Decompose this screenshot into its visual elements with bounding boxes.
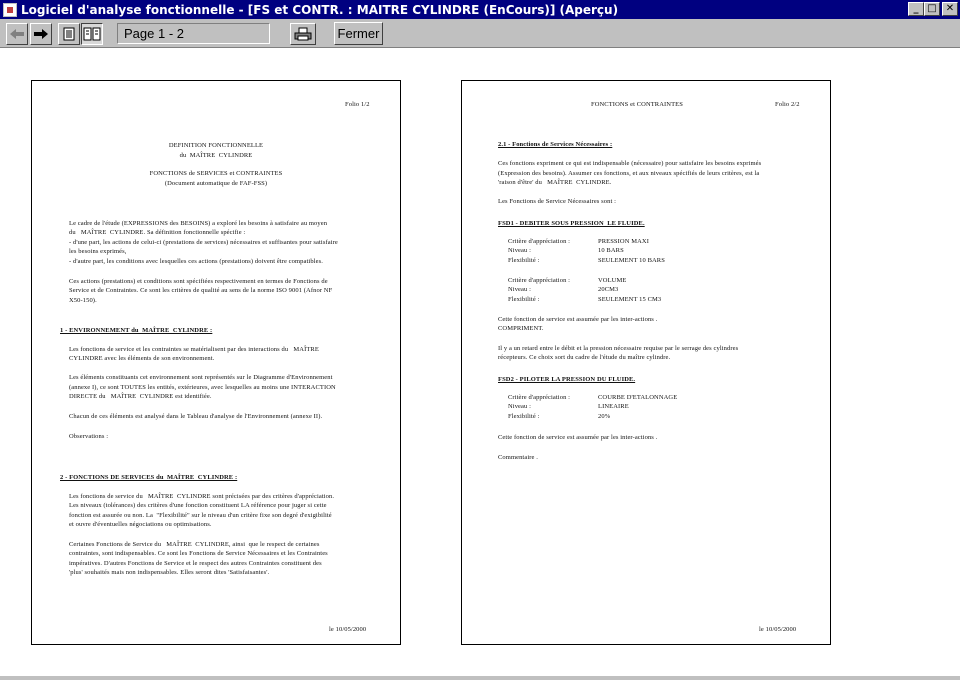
paragraph-line: (Expression des besoins). Assumer ces fonctions, et aux niveaux spécifiés de leurs critères, est la	[498, 170, 760, 177]
previous-page-button[interactable]	[6, 23, 28, 45]
paragraph-line: Le cadre de l'étude (EXPRESSIONS des BESOINS) a exploré les besoins à satisfaire au moyen	[69, 220, 328, 227]
doc-title: DEFINITION FONCTIONNELLE	[168, 142, 264, 149]
criterion-value: VOLUME	[598, 277, 627, 284]
app-icon[interactable]	[3, 3, 17, 17]
page-header: FONCTIONS et CONTRAINTES	[591, 101, 683, 108]
preview-toolbar	[0, 19, 960, 48]
paragraph-line: fonction est assurée ou non. La "Flexibilité" sur le niveau d'un critère fixe son degré d'exigibilité	[69, 512, 332, 519]
criterion-value: PRESSION MAXI	[598, 238, 649, 245]
paragraph-line: Il y a un retard entre le débit et la pression nécessaire requise par le serrage des cylindres	[498, 345, 739, 352]
criterion-value: LINEAIRE	[598, 403, 629, 410]
paragraph-line: 'raison d'être' du MAÎTRE CYLINDRE.	[498, 179, 612, 186]
criterion-value: 20CM3	[598, 286, 619, 293]
doc-note: (Document automatique de FAF-FSS)	[164, 180, 268, 187]
close-preview-button[interactable]: Fermer	[334, 22, 383, 45]
arrow-right-icon	[33, 28, 49, 40]
section-heading: 1 - ENVIRONNEMENT du MAÎTRE CYLINDRE :	[60, 327, 213, 334]
criterion-label: Critère d'appréciation :	[508, 394, 571, 401]
paragraph-line: 'plus' souhaités mais non indispensables. Elles seront dites 'Satisfaisantes'.	[69, 569, 270, 576]
criterion-value: SEULEMENT 15 CM3	[598, 296, 662, 303]
criterion-label: Flexibilité :	[508, 296, 540, 303]
criterion-label: Critère d'appréciation :	[508, 238, 571, 245]
paragraph-line: COMPRIMENT.	[498, 325, 544, 332]
paragraph-line: Cette fonction de service est assumée par les inter-actions .	[498, 434, 658, 441]
paragraph-line: Les Fonctions de Service Nécessaires sont :	[498, 198, 617, 205]
maximize-button[interactable]: □	[924, 2, 940, 16]
criterion-value: 20%	[598, 413, 611, 420]
criterion-label: Flexibilité :	[508, 257, 540, 264]
criterion-label: Flexibilité :	[508, 413, 540, 420]
paragraph-line: Les fonctions de service et les contraintes se matérialisent par des interactions du MAÎTRE	[69, 346, 319, 353]
paragraph-line: Commentaire .	[498, 454, 538, 461]
section-heading: 2 - FONCTIONS DE SERVICES du MAÎTRE CYLINDRE :	[60, 474, 238, 481]
paragraph-line: Les fonctions de service du MAÎTRE CYLINDRE sont précisées par des critères d'appréciation.	[69, 493, 335, 500]
doc-subtitle: du MAÎTRE CYLINDRE	[179, 152, 253, 159]
doc-heading: FONCTIONS de SERVICES et CONTRAINTES	[149, 170, 283, 177]
minimize-button[interactable]: _	[908, 2, 924, 16]
criterion-label: Niveau :	[508, 286, 532, 293]
single-page-icon	[62, 27, 76, 41]
folio: Folio 2/2	[775, 101, 800, 108]
paragraph-line: CYLINDRE avec les éléments de son environnement.	[69, 355, 215, 362]
bottom-edge	[0, 676, 960, 680]
paragraph-line: Les niveaux (tolérances) des critères d'une fonction constituent LA référence pour juger si cette	[69, 502, 327, 509]
paragraph-line: Chacun de ces éléments est analysé dans le Tableau d'analyse de l'Environnement (annexe II).	[69, 413, 323, 420]
criterion-value: 10 BARS	[598, 247, 624, 254]
paragraph-line: Service et de Contraintes. Ce sont les critères de qualité au sens de la norme ISO 9001 (Afnor NF	[69, 287, 333, 294]
paragraph-line: Certaines Fonctions de Service du MAÎTRE CYLINDRE, ainsi que le respect de certaines	[69, 541, 320, 548]
paragraph-line: du MAÎTRE CYLINDRE. Sa définition fonctionnelle spécifie :	[69, 229, 246, 236]
paragraph-line: Observations :	[69, 433, 109, 440]
paragraph-line: Ces actions (prestations) et conditions sont spécifiées respectivement en termes de Fonctions de	[69, 278, 328, 285]
printer-icon	[294, 27, 312, 41]
criterion-value: SEULEMENT 10 BARS	[598, 257, 665, 264]
function-heading: FSD1 - DEBITER SOUS PRESSION LE FLUIDE.	[498, 220, 645, 227]
folio: Folio 1/2	[345, 101, 370, 108]
paragraph-line: - d'une part, les actions de celui-ci (prestations de services) nécessaires et suffisantes pour satisfaire	[69, 239, 338, 246]
paragraph-line: et ouvre d'éventuelles négociations ou optimisations.	[69, 521, 212, 528]
two-page-icon	[83, 27, 101, 41]
title-bar	[0, 0, 960, 19]
paragraph-line: - d'autre part, les conditions avec lesquelles ces actions (prestations) doivent être compatibles.	[69, 258, 323, 265]
document-page-2	[461, 80, 831, 645]
criterion-label: Niveau :	[508, 403, 532, 410]
paragraph-line: (annexe I), ce sont TOUTES les entités, extérieures, avec lesquelles au moins une INTERACTION	[69, 384, 336, 391]
single-page-view-button[interactable]	[58, 23, 80, 45]
preview-area	[0, 49, 960, 680]
next-page-button[interactable]	[30, 23, 52, 45]
paragraph-line: DIRECTE du MAÎTRE CYLINDRE est identifiée.	[69, 393, 212, 400]
arrow-left-icon	[9, 28, 25, 40]
paragraph-line: Les éléments constituants cet environnement sont représentés sur le Diagramme d'Environnement	[69, 374, 333, 381]
criterion-label: Critère d'appréciation :	[508, 277, 571, 284]
criterion-value: COURBE D'ETALONNAGE	[598, 394, 678, 401]
paragraph-line: Cette fonction de service est assumée par les inter-actions .	[498, 316, 658, 323]
print-button[interactable]	[290, 23, 316, 45]
page-footer-date: le 10/05/2000	[329, 626, 367, 633]
paragraph-line: les besoins exprimés,	[69, 248, 127, 255]
paragraph-line: contraintes, sont indispensables. Ce sont les Fonctions de Service Nécessaires et les Contraintes	[69, 550, 328, 557]
paragraph-line: Ces fonctions expriment ce qui est indispensable (nécessaire) pour satisfaire les besoins exprimés	[498, 160, 762, 167]
document-page-1	[31, 80, 401, 645]
close-window-button[interactable]: ✕	[942, 2, 958, 16]
paragraph-line: impératives. D'autres Fonctions de Service et le respect des autres Contraintes constituent des	[69, 560, 322, 567]
window-controls	[908, 2, 958, 16]
function-heading: FSD2 - PILOTER LA PRESSION DU FLUIDE.	[498, 376, 636, 383]
page-indicator: Page 1 - 2	[117, 23, 270, 44]
criterion-label: Niveau :	[508, 247, 532, 254]
paragraph-line: X50-150).	[69, 297, 97, 304]
two-page-view-button[interactable]	[81, 23, 103, 45]
page-footer-date: le 10/05/2000	[759, 626, 797, 633]
window-title: Logiciel d'analyse fonctionnelle - [FS et CONTR. : MAITRE CYLINDRE (EnCours)] (Aperçu)	[21, 2, 619, 17]
paragraph-line: récepteurs. Ce choix sort du cadre de l'étude du maître cylindre.	[498, 354, 671, 361]
section-heading: 2.1 - Fonctions de Services Nécessaires :	[498, 141, 613, 148]
